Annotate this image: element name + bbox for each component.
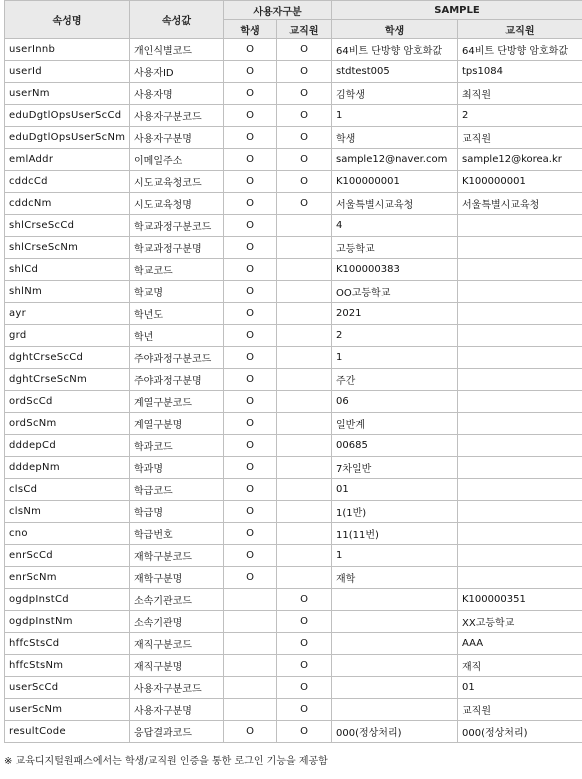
- teacher-flag-cell: [277, 237, 332, 259]
- attr-desc-cell: 학급명: [130, 501, 224, 523]
- student-flag-cell: O: [224, 171, 277, 193]
- sample-student-cell: K100000383: [332, 259, 458, 281]
- sample-teacher-cell: [458, 567, 582, 589]
- teacher-flag-cell: O: [277, 721, 332, 743]
- teacher-flag-cell: [277, 567, 332, 589]
- attr-desc-cell: 사용자ID: [130, 61, 224, 83]
- sample-teacher-cell: [458, 259, 582, 281]
- table-row: [5, 589, 582, 611]
- teacher-flag-cell: [277, 435, 332, 457]
- table-row: [5, 171, 582, 193]
- sample-student-cell: 11(11번): [332, 523, 458, 545]
- table-row: [5, 83, 582, 105]
- student-flag-cell: O: [224, 457, 277, 479]
- sample-student-cell: 00685: [332, 435, 458, 457]
- attr-desc-cell: 학년: [130, 325, 224, 347]
- student-flag-cell: O: [224, 567, 277, 589]
- student-flag-cell: [224, 655, 277, 677]
- sample-student-cell: 1: [332, 347, 458, 369]
- attr-name-cell: ayr: [5, 303, 130, 325]
- sample-teacher-cell: tps1084: [458, 61, 582, 83]
- student-flag-cell: [224, 699, 277, 721]
- sample-teacher-cell: [458, 501, 582, 523]
- table-row: [5, 193, 582, 215]
- student-flag-cell: O: [224, 149, 277, 171]
- sample-teacher-cell: 64비트 단방향 암호화값: [458, 39, 582, 61]
- sample-teacher-cell: [458, 435, 582, 457]
- attr-desc-cell: 이메일주소: [130, 149, 224, 171]
- sample-teacher-cell: 교직원: [458, 699, 582, 721]
- attr-desc-cell: 재학구분명: [130, 567, 224, 589]
- sample-student-cell: 학생: [332, 127, 458, 149]
- table-row: [5, 523, 582, 545]
- teacher-flag-cell: [277, 215, 332, 237]
- teacher-flag-cell: O: [277, 611, 332, 633]
- attr-name-cell: eduDgtlOpsUserScNm: [5, 127, 130, 149]
- attr-name-cell: shlCrseScNm: [5, 237, 130, 259]
- teacher-flag-cell: [277, 391, 332, 413]
- attr-desc-cell: 사용자구분명: [130, 699, 224, 721]
- attr-name-cell: userNm: [5, 83, 130, 105]
- sample-teacher-cell: [458, 237, 582, 259]
- table-row: [5, 611, 582, 633]
- teacher-flag-cell: O: [277, 677, 332, 699]
- teacher-flag-cell: [277, 303, 332, 325]
- attr-desc-cell: 개인식별코드: [130, 39, 224, 61]
- student-flag-cell: O: [224, 413, 277, 435]
- teacher-flag-cell: [277, 479, 332, 501]
- header-student: 학생: [224, 20, 277, 39]
- table-row: [5, 391, 582, 413]
- teacher-flag-cell: [277, 413, 332, 435]
- attr-desc-cell: 학급번호: [130, 523, 224, 545]
- attr-desc-cell: 학과명: [130, 457, 224, 479]
- attr-name-cell: shlNm: [5, 281, 130, 303]
- header-sample: SAMPLE: [332, 1, 582, 20]
- sample-student-cell: 1(1반): [332, 501, 458, 523]
- student-flag-cell: O: [224, 325, 277, 347]
- attr-desc-cell: 학교과정구분코드: [130, 215, 224, 237]
- header-attr-name: 속성명: [5, 1, 130, 39]
- sample-teacher-cell: [458, 545, 582, 567]
- sample-student-cell: 4: [332, 215, 458, 237]
- attr-name-cell: hffcStsCd: [5, 633, 130, 655]
- attr-name-cell: clsNm: [5, 501, 130, 523]
- table-row: [5, 237, 582, 259]
- attr-desc-cell: 사용자구분코드: [130, 677, 224, 699]
- sample-student-cell: 01: [332, 479, 458, 501]
- attr-name-cell: ordScCd: [5, 391, 130, 413]
- sample-teacher-cell: [458, 413, 582, 435]
- table-row: [5, 347, 582, 369]
- sample-teacher-cell: XX고등학교: [458, 611, 582, 633]
- attr-desc-cell: 시도교육청명: [130, 193, 224, 215]
- attr-name-cell: shlCd: [5, 259, 130, 281]
- student-flag-cell: O: [224, 391, 277, 413]
- student-flag-cell: O: [224, 237, 277, 259]
- student-flag-cell: O: [224, 193, 277, 215]
- header-sample-teacher: 교직원: [458, 20, 582, 39]
- sample-student-cell: 일반계: [332, 413, 458, 435]
- attr-name-cell: hffcStsNm: [5, 655, 130, 677]
- attr-desc-cell: 학교과정구분명: [130, 237, 224, 259]
- teacher-flag-cell: O: [277, 699, 332, 721]
- sample-teacher-cell: [458, 391, 582, 413]
- attr-name-cell: dddepNm: [5, 457, 130, 479]
- teacher-flag-cell: O: [277, 171, 332, 193]
- attr-name-cell: userId: [5, 61, 130, 83]
- table-row: [5, 369, 582, 391]
- attr-name-cell: cddcNm: [5, 193, 130, 215]
- attr-name-cell: userScNm: [5, 699, 130, 721]
- attr-name-cell: enrScCd: [5, 545, 130, 567]
- sample-teacher-cell: [458, 303, 582, 325]
- sample-student-cell: 재학: [332, 567, 458, 589]
- sample-teacher-cell: 교직원: [458, 127, 582, 149]
- sample-student-cell: 7차일반: [332, 457, 458, 479]
- attr-desc-cell: 학교명: [130, 281, 224, 303]
- sample-student-cell: stdtest005: [332, 61, 458, 83]
- sample-teacher-cell: K100000351: [458, 589, 582, 611]
- attr-desc-cell: 시도교육청코드: [130, 171, 224, 193]
- table-row: [5, 435, 582, 457]
- table-row: [5, 325, 582, 347]
- sample-teacher-cell: [458, 347, 582, 369]
- table-row: [5, 215, 582, 237]
- sample-teacher-cell: K100000001: [458, 171, 582, 193]
- sample-student-cell: 2021: [332, 303, 458, 325]
- student-flag-cell: [224, 633, 277, 655]
- table-row: [5, 677, 582, 699]
- sample-student-cell: [332, 611, 458, 633]
- sample-student-cell: [332, 699, 458, 721]
- student-flag-cell: O: [224, 127, 277, 149]
- attr-desc-cell: 주야과정구분코드: [130, 347, 224, 369]
- sample-teacher-cell: 재직: [458, 655, 582, 677]
- attr-name-cell: ogdpInstNm: [5, 611, 130, 633]
- student-flag-cell: O: [224, 215, 277, 237]
- attr-name-cell: ogdpInstCd: [5, 589, 130, 611]
- attr-desc-cell: 주야과정구분명: [130, 369, 224, 391]
- attr-name-cell: userScCd: [5, 677, 130, 699]
- table-row: [5, 127, 582, 149]
- attr-desc-cell: 계열구분명: [130, 413, 224, 435]
- attr-desc-cell: 사용자구분코드: [130, 105, 224, 127]
- sample-teacher-cell: [458, 325, 582, 347]
- sample-student-cell: [332, 655, 458, 677]
- attr-desc-cell: 재학구분코드: [130, 545, 224, 567]
- teacher-flag-cell: O: [277, 105, 332, 127]
- teacher-flag-cell: [277, 369, 332, 391]
- teacher-flag-cell: O: [277, 655, 332, 677]
- header-teacher: 교직원: [277, 20, 332, 39]
- teacher-flag-cell: O: [277, 193, 332, 215]
- sample-teacher-cell: sample12@korea.kr: [458, 149, 582, 171]
- table-row: [5, 457, 582, 479]
- table-row: [5, 655, 582, 677]
- attr-desc-cell: 소속기관코드: [130, 589, 224, 611]
- sample-teacher-cell: 000(정상처리): [458, 721, 582, 743]
- table-row: [5, 699, 582, 721]
- teacher-flag-cell: O: [277, 633, 332, 655]
- teacher-flag-cell: O: [277, 39, 332, 61]
- sample-teacher-cell: 2: [458, 105, 582, 127]
- sample-teacher-cell: [458, 215, 582, 237]
- sample-student-cell: [332, 677, 458, 699]
- student-flag-cell: [224, 611, 277, 633]
- table-row: [5, 567, 582, 589]
- student-flag-cell: [224, 677, 277, 699]
- sample-student-cell: sample12@naver.com: [332, 149, 458, 171]
- sample-teacher-cell: 서울특별시교육청: [458, 193, 582, 215]
- attr-desc-cell: 학년도: [130, 303, 224, 325]
- student-flag-cell: O: [224, 721, 277, 743]
- teacher-flag-cell: [277, 325, 332, 347]
- sample-student-cell: 64비트 단방향 암호화값: [332, 39, 458, 61]
- attr-desc-cell: 학교코드: [130, 259, 224, 281]
- sample-student-cell: 고등학교: [332, 237, 458, 259]
- teacher-flag-cell: O: [277, 83, 332, 105]
- attr-desc-cell: 재직구분명: [130, 655, 224, 677]
- attr-name-cell: enrScNm: [5, 567, 130, 589]
- sample-student-cell: 김학생: [332, 83, 458, 105]
- attr-desc-cell: 사용자구분명: [130, 127, 224, 149]
- sample-student-cell: OO고등학교: [332, 281, 458, 303]
- attr-name-cell: clsCd: [5, 479, 130, 501]
- student-flag-cell: O: [224, 281, 277, 303]
- attr-desc-cell: 학급코드: [130, 479, 224, 501]
- sample-teacher-cell: 최직원: [458, 83, 582, 105]
- sample-student-cell: 000(정상처리): [332, 721, 458, 743]
- table-row: [5, 149, 582, 171]
- teacher-flag-cell: [277, 347, 332, 369]
- student-flag-cell: O: [224, 523, 277, 545]
- student-flag-cell: [224, 589, 277, 611]
- teacher-flag-cell: [277, 281, 332, 303]
- sample-student-cell: [332, 589, 458, 611]
- table-row: [5, 633, 582, 655]
- footnote: ※ 교육디지털원패스에서는 학생/교직원 인증을 통한 로그인 기능을 제공함: [4, 756, 328, 767]
- attr-name-cell: emlAddr: [5, 149, 130, 171]
- sample-teacher-cell: 01: [458, 677, 582, 699]
- teacher-flag-cell: O: [277, 61, 332, 83]
- teacher-flag-cell: O: [277, 127, 332, 149]
- sample-student-cell: 서울특별시교육청: [332, 193, 458, 215]
- header-user-type: 사용자구분: [224, 1, 332, 20]
- table-row: [5, 413, 582, 435]
- teacher-flag-cell: [277, 501, 332, 523]
- table-row: [5, 545, 582, 567]
- student-flag-cell: O: [224, 105, 277, 127]
- sample-student-cell: 1: [332, 545, 458, 567]
- sample-student-cell: 1: [332, 105, 458, 127]
- teacher-flag-cell: [277, 457, 332, 479]
- table-row: [5, 303, 582, 325]
- sample-student-cell: K100000001: [332, 171, 458, 193]
- attr-name-cell: resultCode: [5, 721, 130, 743]
- attr-name-cell: dghtCrseScCd: [5, 347, 130, 369]
- table-row: [5, 39, 582, 61]
- sample-teacher-cell: [458, 479, 582, 501]
- attribute-spec-table: [4, 0, 582, 743]
- student-flag-cell: O: [224, 545, 277, 567]
- sample-student-cell: 주간: [332, 369, 458, 391]
- student-flag-cell: O: [224, 435, 277, 457]
- student-flag-cell: O: [224, 83, 277, 105]
- student-flag-cell: O: [224, 347, 277, 369]
- sample-teacher-cell: [458, 281, 582, 303]
- student-flag-cell: O: [224, 479, 277, 501]
- teacher-flag-cell: O: [277, 589, 332, 611]
- attr-name-cell: dghtCrseScNm: [5, 369, 130, 391]
- attr-name-cell: cddcCd: [5, 171, 130, 193]
- teacher-flag-cell: O: [277, 149, 332, 171]
- sample-student-cell: [332, 633, 458, 655]
- sample-student-cell: 2: [332, 325, 458, 347]
- student-flag-cell: O: [224, 303, 277, 325]
- attr-name-cell: grd: [5, 325, 130, 347]
- teacher-flag-cell: [277, 259, 332, 281]
- attr-desc-cell: 재직구분코드: [130, 633, 224, 655]
- student-flag-cell: O: [224, 259, 277, 281]
- attr-name-cell: cno: [5, 523, 130, 545]
- attr-desc-cell: 소속기관명: [130, 611, 224, 633]
- table-body: [5, 39, 582, 743]
- attr-name-cell: dddepCd: [5, 435, 130, 457]
- teacher-flag-cell: [277, 523, 332, 545]
- table-row: [5, 61, 582, 83]
- table-row: [5, 281, 582, 303]
- student-flag-cell: O: [224, 369, 277, 391]
- sample-teacher-cell: [458, 457, 582, 479]
- student-flag-cell: O: [224, 61, 277, 83]
- attr-desc-cell: 사용자명: [130, 83, 224, 105]
- attr-desc-cell: 응답결과코드: [130, 721, 224, 743]
- header-row-top: [5, 1, 582, 20]
- header-sample-student: 학생: [332, 20, 458, 39]
- table-row: [5, 501, 582, 523]
- teacher-flag-cell: [277, 545, 332, 567]
- student-flag-cell: O: [224, 39, 277, 61]
- sample-teacher-cell: AAA: [458, 633, 582, 655]
- table-row: [5, 105, 582, 127]
- table-row: [5, 259, 582, 281]
- sample-teacher-cell: [458, 523, 582, 545]
- attr-name-cell: userInnb: [5, 39, 130, 61]
- table-row: [5, 479, 582, 501]
- attr-name-cell: ordScNm: [5, 413, 130, 435]
- student-flag-cell: O: [224, 501, 277, 523]
- attr-desc-cell: 계열구분코드: [130, 391, 224, 413]
- sample-student-cell: 06: [332, 391, 458, 413]
- attr-name-cell: eduDgtlOpsUserScCd: [5, 105, 130, 127]
- attr-desc-cell: 학과코드: [130, 435, 224, 457]
- table-row: [5, 721, 582, 743]
- header-attr-value: 속성값: [130, 1, 224, 39]
- sample-teacher-cell: [458, 369, 582, 391]
- attr-name-cell: shlCrseScCd: [5, 215, 130, 237]
